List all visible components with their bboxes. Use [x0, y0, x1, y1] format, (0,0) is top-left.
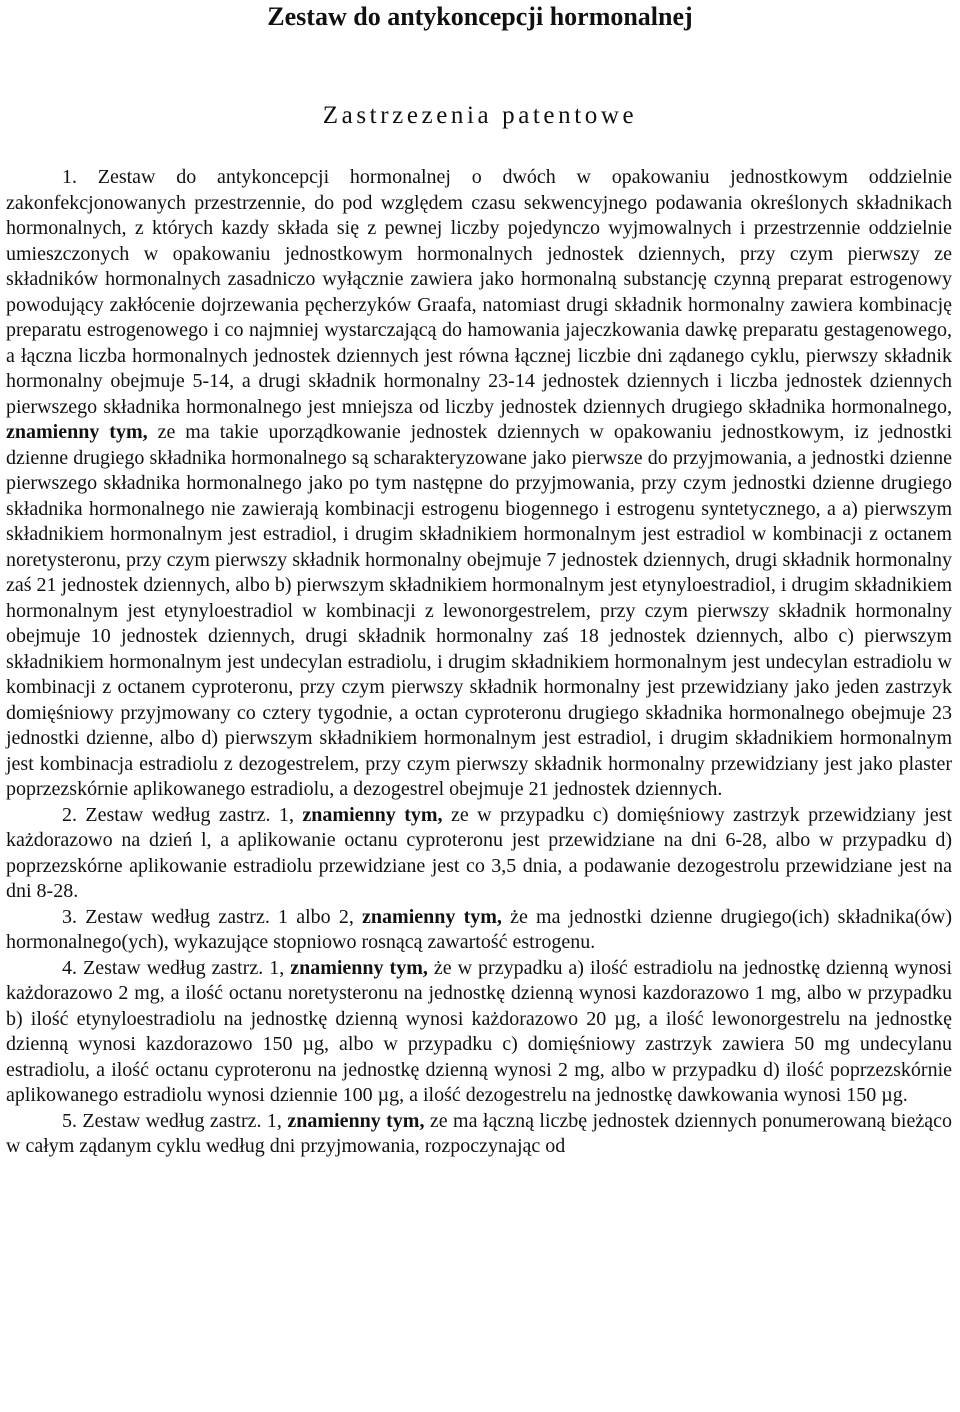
claims-body [6, 165, 952, 1160]
claim-keyword: znamienny tym, [287, 1109, 425, 1132]
claim-text: że w przypadku a) ilość estradiolu na jednostkę dzienną wynosi każdorazowo 2 mg, a ilość octanu noretysteronu na jednostkę dzienną wynosi kazdorazowo 1 mg, albo w przypadku b) ilość etynyloestradiolu na jednostkę dzienną wynosi każdorazowo 20 µg, a ilość lewonorgestrelu na jednostkę dzienną wynosi kazdorazowo 150 µg, albo w przypadku c) domięśniowy zastrzyk zawiera 50 mg undecylanu estradiolu, a ilość octanu cyproteronu na jednostkę dzienną wynosi 2 mg, albo w przypadku d) ilość poprzezskórnie aplikowanego estradiolu wynosi dziennie 100 µg, a ilość dezogestrelu na jednostkę dawkowania wynosi 150 µg. [6, 956, 953, 1106]
claim-text: że ma jednostki dzienne drugiego(ich) składnika(ów) hormonalnego(ych), wykazujące stopniowo rosnącą zawartość estrogenu. [6, 905, 953, 953]
claim-keyword: znamienny tym, [302, 803, 443, 826]
claim-keyword: znamienny tym, [6, 421, 148, 443]
claim-3 [6, 905, 952, 956]
claim-text: 4. Zestaw według zastrz. 1, [62, 956, 285, 979]
claim-text: 3. Zestaw według zastrz. 1 albo 2, [62, 905, 354, 928]
document-subtitle: Zastrzezenia patentowe [322, 102, 638, 129]
claim-keyword: znamienny tym, [362, 905, 502, 928]
claim-keyword: znamienny tym, [290, 956, 428, 979]
claim-5 [6, 1109, 952, 1160]
claim-text: 2. Zestaw według zastrz. 1, [62, 803, 294, 826]
claim-text: ze w przypadku c) domięśniowy zastrzyk przewidziany jest każdorazowo na dzień l, a aplikowanie octanu cyproteronu jest przewidziane na dni 6-28, albo w przypadku d) poprzezskórne aplikowanie estradiolu przewidziane jest co 3,5 dnia, a podawanie dezogestrolu przewidziane jest na dni 8-28. [6, 803, 953, 902]
claim-text: ze ma łączną liczbę jednostek dziennych ponumerowaną bieżąco w całym ządanym cyklu według dni przyjmowania, rozpoczynając od [6, 1109, 952, 1157]
claim-text: 5. Zestaw według zastrz. 1, [62, 1109, 282, 1132]
claim-2 [6, 803, 952, 905]
claim-1 [6, 165, 952, 803]
claim-text: 1. Zestaw do antykoncepcji hormonalnej o dwóch w opakowaniu jednostkowym oddzielnie zakonfekcjonowanych przestrzennie, do pod względem czasu sekwencyjnego podawania określonych składnikach hormonalnych, z których kazdy składa się z pewnej liczby pojedynczo wyjmowalnych i przestrzennie oddzielnie umieszczonych w opakowaniu jednostkowym hormonalnych jednostek dziennych, przy czym pierwszy ze składników hormonalnych zasadniczo wyłącznie zawiera jako hormonalną substancję czynną preparat estrogenowy powodujący zakłócenie dojrzewania pęcherzyków Graafa, natomiast drugi składnik hormonalny zawiera kombinację preparatu estrogenowego i co najmniej wystarczającą do hamowania jajeczkowania dawkę preparatu gestagenowego, a łączna liczba hormonalnych jednostek dziennych jest równa łącznej liczbie dni ządanego cyklu, pierwszy składnik hormonalny obejmuje 5-14, a drugi składnik hormonalny 23-14 jednostek dziennych i liczba jednostek dziennych pierwszego składnika hormonalnego jest mniejsza od liczby jednostek dziennych drugiego składnika hormonalnego, [6, 166, 952, 418]
claim-4 [6, 956, 952, 1109]
claim-text: ze ma takie uporządkowanie jednostek dziennych w opakowaniu jednostkowym, iz jednostki dzienne drugiego składnika hormonalnego są scharakteryzowane jako pierwsze do przyjmowania, a jednostki dzienne pierwszego składnika hormonalnego jako po tym następne do przyjmowania, przy czym jednostki dzienne drugiego składnika hormonalnego nie zawierają kombinacji estrogenu biogennego i estrogenu syntetycznego, a a) pierwszym składnikiem hormonalnym jest estradiol, i drugim składnikiem hormonalnym jest estradiol w kombinacji z octanem noretysteronu, przy czym pierwszy składnik hormonalny obejmuje 7 jednostek dziennych, drugi składnik hormonalny zaś 21 jednostek dziennych, albo b) pierwszym składnikiem hormonalnym jest etynyloestradiol, i drugim składnikiem hormonalnym jest etynyloestradiol w kombinacji z lewonorgestrelem, przy czym pierwszy składnik hormonalny obejmuje 10 jednostek dziennych, drugi składnik hormonalny zaś 18 jednostek dziennych, albo c) pierwszym składnikiem hormonalnym jest undecylan estradiolu, i drugim składnikiem hormonalnym jest undecylan estradiolu w kombinacji z octanem cyproteronu, przy czym pierwszy składnik hormonalny jest przewidziany jako jeden zastrzyk domięśniowy przyjmowany co cztery tygodnie, a octan cyproteronu drugiego składnika hormonalnego obejmuje 23 jednostki dzienne, albo d) pierwszym składnikiem hormonalnym jest estradiol, i drugim składnikiem hormonalnym jest kombinacja estradiolu z dezogestrelem, przy czym pierwszy składnik hormonalny przewidziany jest jako plaster poprzezskórnie aplikowanego estradiolu, a dezogestrel obejmuje 21 jednostek dziennych. [6, 421, 952, 800]
document-title: Zestaw do antykoncepcji hormonalnej [267, 2, 693, 31]
